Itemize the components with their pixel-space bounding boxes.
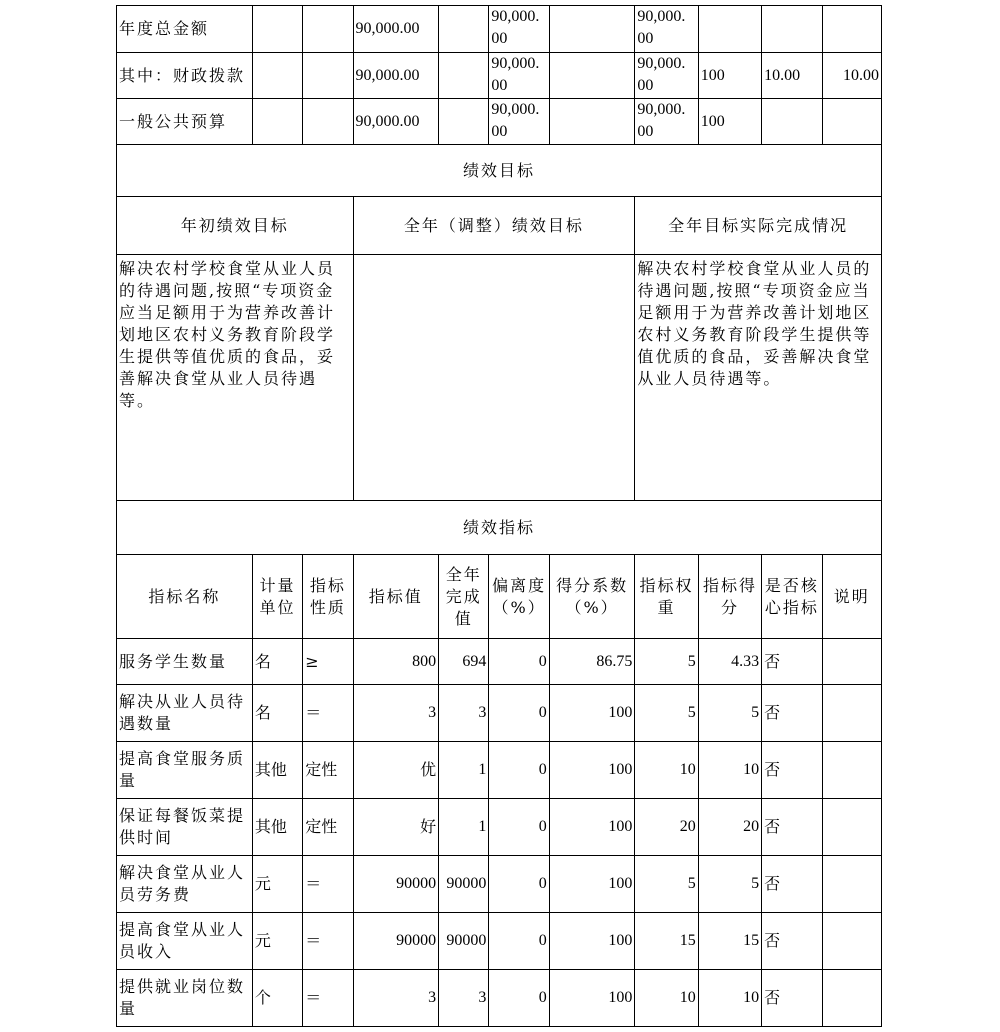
goals-content-row (117, 255, 882, 501)
indicator-deviation: 0 (489, 639, 549, 685)
indicator-name: 服务学生数量 (117, 639, 253, 685)
header-target-value: 指标值 (353, 555, 439, 639)
indicator-note (822, 856, 881, 913)
indicator-coefficient: 100 (549, 913, 635, 970)
budget-row (117, 99, 882, 145)
indicator-name: 解决食堂从业人员劳务费 (117, 856, 253, 913)
indicator-name: 提高食堂服务质量 (117, 742, 253, 799)
indicator-deviation: 0 (489, 856, 549, 913)
indicator-coefficient: 100 (549, 742, 635, 799)
indicator-row (117, 799, 882, 856)
indicator-actual: 90000 (439, 856, 489, 913)
indicators-section-title: 绩效指标 (117, 501, 882, 555)
goals-section-title-row (117, 145, 882, 197)
header-deviation: 偏离度（%） (489, 555, 549, 639)
indicator-actual: 1 (439, 799, 489, 856)
indicator-target: 3 (353, 685, 439, 742)
indicator-name: 解决从业人员待遇数量 (117, 685, 253, 742)
indicator-nature: ＝ (303, 970, 353, 1027)
indicator-name: 提供就业岗位数量 (117, 970, 253, 1027)
budget-amount-adjusted: 90,000. 00 (489, 53, 549, 99)
indicator-row (117, 970, 882, 1027)
budget-weight: 10.00 (762, 53, 822, 99)
budget-label: 年度总金额 (117, 6, 253, 53)
budget-amount-executed: 90,000. 00 (635, 99, 698, 145)
indicator-note (822, 639, 881, 685)
budget-cell (252, 53, 302, 99)
budget-rate: 100 (698, 99, 761, 145)
indicator-actual: 90000 (439, 913, 489, 970)
goals-initial-text: 解决农村学校食堂从业人员的待遇问题,按照“专项资金应当足额用于为营养改善计划地区农村义务教育阶段学生提供等值优质的食品，妥善解决食堂从业人员待遇等。 (117, 255, 354, 501)
indicator-weight: 5 (635, 639, 698, 685)
indicator-target: 800 (353, 639, 439, 685)
goals-section-title: 绩效目标 (117, 145, 882, 197)
goals-header-actual: 全年目标实际完成情况 (635, 197, 882, 255)
indicator-weight: 15 (635, 913, 698, 970)
indicator-row (117, 639, 882, 685)
indicator-nature: ＝ (303, 913, 353, 970)
indicator-score: 5 (698, 856, 761, 913)
goals-header-row (117, 197, 882, 255)
indicator-deviation: 0 (489, 685, 549, 742)
budget-weight (762, 99, 822, 145)
indicator-weight: 10 (635, 742, 698, 799)
budget-cell (549, 53, 635, 99)
budget-rate: 100 (698, 53, 761, 99)
indicator-weight: 5 (635, 685, 698, 742)
indicator-unit: 元 (252, 913, 302, 970)
budget-amount-executed: 90,000. 00 (635, 6, 698, 53)
indicator-name: 提高食堂从业人员收入 (117, 913, 253, 970)
indicator-nature: ＝ (303, 856, 353, 913)
indicator-note (822, 685, 881, 742)
indicator-target: 90000 (353, 913, 439, 970)
indicator-actual: 694 (439, 639, 489, 685)
indicator-target: 3 (353, 970, 439, 1027)
header-weight: 指标权重 (635, 555, 698, 639)
budget-cell (303, 53, 353, 99)
goals-adjusted-text (353, 255, 635, 501)
budget-rate (698, 6, 761, 53)
budget-weight (762, 6, 822, 53)
indicator-actual: 3 (439, 970, 489, 1027)
indicators-section-title-row (117, 501, 882, 555)
budget-score (822, 6, 881, 53)
performance-table (116, 5, 882, 1027)
indicator-nature: ≥ (303, 639, 353, 685)
indicator-core: 否 (762, 913, 822, 970)
indicator-target: 优 (353, 742, 439, 799)
indicator-weight: 20 (635, 799, 698, 856)
indicator-note (822, 742, 881, 799)
indicator-core: 否 (762, 799, 822, 856)
budget-cell (252, 99, 302, 145)
budget-row (117, 6, 882, 53)
budget-cell (303, 99, 353, 145)
indicator-target: 好 (353, 799, 439, 856)
indicator-score: 10 (698, 742, 761, 799)
indicator-deviation: 0 (489, 913, 549, 970)
indicator-coefficient: 100 (549, 856, 635, 913)
budget-amount-adjusted: 90,000. 00 (489, 6, 549, 53)
goals-header-adjusted: 全年（调整）绩效目标 (353, 197, 635, 255)
goals-actual-text: 解决农村学校食堂从业人员的待遇问题,按照“专项资金应当足额用于为营养改善计划地区农村义务教育阶段学生提供等值优质的食品，妥善解决食堂从业人员待遇等。 (635, 255, 882, 501)
indicator-coefficient: 100 (549, 970, 635, 1027)
budget-amount-executed: 90,000. 00 (635, 53, 698, 99)
header-score-coefficient: 得分系数（%） (549, 555, 635, 639)
indicator-target: 90000 (353, 856, 439, 913)
indicator-name: 保证每餐饭菜提供时间 (117, 799, 253, 856)
indicator-unit: 其他 (252, 742, 302, 799)
header-unit: 计量单位 (252, 555, 302, 639)
budget-amount: 90,000.00 (353, 6, 439, 53)
header-score: 指标得分 (698, 555, 761, 639)
budget-label: 一般公共预算 (117, 99, 253, 145)
header-note: 说明 (822, 555, 881, 639)
indicator-unit: 个 (252, 970, 302, 1027)
indicator-score: 15 (698, 913, 761, 970)
budget-score (822, 99, 881, 145)
indicator-row (117, 685, 882, 742)
indicator-core: 否 (762, 970, 822, 1027)
indicator-row (117, 742, 882, 799)
indicator-score: 5 (698, 685, 761, 742)
indicator-row (117, 856, 882, 913)
budget-row (117, 53, 882, 99)
budget-score: 10.00 (822, 53, 881, 99)
indicator-weight: 5 (635, 856, 698, 913)
indicator-note (822, 799, 881, 856)
indicator-core: 否 (762, 639, 822, 685)
indicator-unit: 元 (252, 856, 302, 913)
indicator-unit: 名 (252, 639, 302, 685)
header-is-core: 是否核心指标 (762, 555, 822, 639)
budget-cell (549, 99, 635, 145)
goals-header-initial: 年初绩效目标 (117, 197, 354, 255)
budget-cell (549, 6, 635, 53)
header-indicator-name: 指标名称 (117, 555, 253, 639)
indicator-weight: 10 (635, 970, 698, 1027)
indicators-header-row (117, 555, 882, 639)
budget-cell (439, 99, 489, 145)
indicator-row (117, 913, 882, 970)
indicator-actual: 1 (439, 742, 489, 799)
budget-amount: 90,000.00 (353, 53, 439, 99)
budget-cell (439, 53, 489, 99)
header-nature: 指标性质 (303, 555, 353, 639)
budget-cell (439, 6, 489, 53)
indicator-deviation: 0 (489, 742, 549, 799)
budget-amount: 90,000.00 (353, 99, 439, 145)
indicator-note (822, 970, 881, 1027)
indicator-score: 4.33 (698, 639, 761, 685)
budget-cell (252, 6, 302, 53)
budget-label: 其中：财政拨款 (117, 53, 253, 99)
indicator-score: 20 (698, 799, 761, 856)
header-actual-value: 全年完成值 (439, 555, 489, 639)
indicator-deviation: 0 (489, 799, 549, 856)
indicator-unit: 名 (252, 685, 302, 742)
indicator-note (822, 913, 881, 970)
indicator-coefficient: 100 (549, 685, 635, 742)
indicator-core: 否 (762, 685, 822, 742)
indicator-nature: 定性 (303, 799, 353, 856)
indicator-unit: 其他 (252, 799, 302, 856)
indicator-nature: ＝ (303, 685, 353, 742)
indicator-core: 否 (762, 856, 822, 913)
indicator-nature: 定性 (303, 742, 353, 799)
indicator-coefficient: 86.75 (549, 639, 635, 685)
indicator-deviation: 0 (489, 970, 549, 1027)
indicator-score: 10 (698, 970, 761, 1027)
indicator-actual: 3 (439, 685, 489, 742)
budget-amount-adjusted: 90,000. 00 (489, 99, 549, 145)
budget-cell (303, 6, 353, 53)
indicator-core: 否 (762, 742, 822, 799)
indicator-coefficient: 100 (549, 799, 635, 856)
